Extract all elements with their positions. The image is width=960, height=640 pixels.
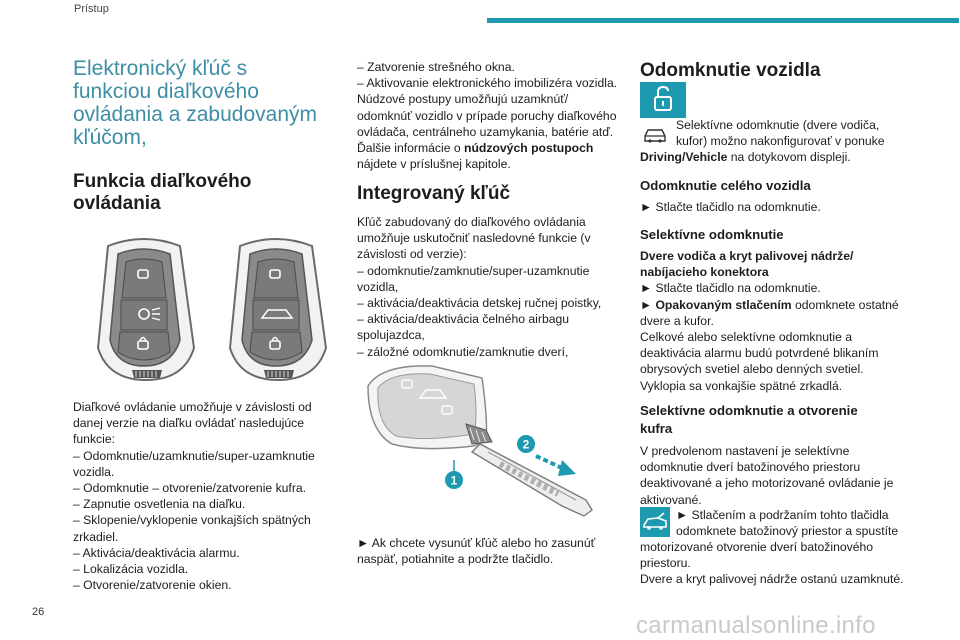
remote-key-right	[230, 239, 326, 380]
body-line: funkcie:	[73, 432, 116, 447]
callout-2-label: 2	[522, 437, 530, 452]
mechanical-key-blade	[472, 444, 592, 516]
extraction-instruction	[357, 535, 627, 567]
body-line: – Odomknutie/uzamknutie/super-uzamknutie	[73, 448, 315, 463]
callout-1-label: 1	[450, 473, 458, 488]
heading-selective-unlock: Selektívne odomknutie	[640, 227, 784, 242]
step-line: ► Stlačte tlačidlo na odomknutie.	[640, 281, 821, 296]
body-line: ovládača, centrálneho uzamykania, batérie atď.	[357, 124, 614, 139]
step-rest: odomknete ostatné	[791, 297, 899, 312]
header-accent-bar	[487, 18, 959, 23]
trunk-open-text	[640, 539, 920, 588]
body-line: – Zatvorenie strešného okna.	[357, 60, 515, 74]
heading-remote-line: Funkcia diaľkového	[73, 171, 252, 192]
menu-path-line	[640, 149, 851, 165]
callout-2-marker	[517, 435, 535, 453]
body-line: – odomknutie/zamknutie/super-uzamknutie	[357, 263, 590, 278]
body-line: odomknete batožinový priestor a spustíte	[676, 524, 899, 538]
selective-note-line: Selektívne odomknutie (dvere vodiča,	[676, 118, 880, 132]
body-line: – Sklopenie/vyklopenie vonkajších spätných	[73, 513, 311, 528]
body-line: odomknúť vozidlo v prípade poruchy diaľkového	[357, 108, 617, 123]
body-line: Diaľkové ovládanie umožňuje v závislosti od	[73, 400, 312, 414]
body-line: umožňuje uskutočniť nasledovné funkcie (v	[357, 231, 591, 246]
heading-unlocking-vehicle: Odomknutie vozidla	[640, 60, 821, 81]
body-line: deaktivácia alarmu budú potvrdené blikaním	[640, 346, 879, 361]
body-line: závislosti od verzie):	[357, 247, 467, 262]
body-line: motorizované otvorenie dverí batožinového	[640, 540, 874, 554]
body-line: – Aktivovanie elektronického imobilizéra vozidla.	[357, 76, 618, 91]
heading-integrated-key: Integrovaný kľúč	[357, 183, 511, 204]
body-line: Núdzové postupy umožňujú uzamknúť/	[357, 92, 569, 107]
section-title-line: Elektronický kľúč s	[73, 57, 248, 80]
pull-direction-arrow	[536, 456, 576, 476]
heading-unlock-whole: Odomknutie celého vozidla	[640, 178, 811, 193]
body-line: – Lokalizácia vozidla.	[73, 562, 189, 577]
trunk-default-text	[640, 443, 915, 508]
body-line: deaktivované a jeho motorizované ovládanie je	[640, 476, 894, 491]
body-line: spolujazdca,	[357, 328, 425, 343]
body-line: – Zapnutie osvetlenia na diaľku.	[73, 497, 246, 512]
remote-functions-text	[73, 399, 338, 593]
info-line	[357, 140, 627, 156]
section-title-line: kľúčom,	[73, 126, 147, 149]
body-line: zrkadiel.	[73, 529, 119, 544]
info-link-emergency: núdzových postupoch	[464, 141, 594, 156]
callout-1-marker	[445, 460, 463, 489]
body-line: Celkové alebo selektívne odomknutie a	[640, 330, 853, 345]
heading-selective-open-line: Selektívne odomknutie a otvorenie	[640, 403, 858, 418]
selective-note-line: kufor) možno nakonfigurovať v ponuke	[676, 134, 885, 148]
body-line: – Otvorenie/zatvorenie okien.	[73, 578, 232, 593]
watermark-text: carmanualsonline.info	[636, 612, 876, 639]
step-line: ► Stlačte tlačidlo na odomknutie.	[640, 200, 821, 214]
remote-key-side-view	[368, 366, 492, 449]
body-line: nájdete v príslušnej kapitole.	[357, 157, 511, 172]
body-line: – aktivácia/deaktivácia detskej ručnej poistky,	[357, 296, 602, 311]
body-line: vozidla,	[357, 279, 399, 294]
heading-remote-line: ovládania	[73, 193, 161, 214]
step-arrow: ►	[640, 297, 656, 312]
body-line: Dvere a kryt palivovej nádrže ostanú uzamknuté.	[640, 572, 904, 587]
step-line: ► Stlačením a podržaním tohto tlačidla	[676, 508, 889, 522]
body-line: obrysových svetiel alebo denných svetiel.	[640, 362, 864, 377]
unlock-padlock-icon	[640, 82, 686, 118]
repeated-press-emphasis: Opakovaným stlačením	[655, 297, 792, 312]
body-line: naspäť, potiahnite a podržte tlačidlo.	[357, 552, 554, 567]
body-line: priestoru.	[640, 556, 691, 571]
remote-keys-illustration	[86, 228, 331, 388]
body-line: danej verzie na diaľku ovládať nasledujúce	[73, 416, 305, 431]
body-line: dvere a kufor.	[640, 313, 714, 328]
emergency-text	[357, 59, 627, 172]
body-line: – záložné odomknutie/zamknutie dverí,	[357, 344, 569, 359]
remote-key-left	[98, 239, 194, 380]
car-icon	[642, 126, 668, 144]
body-line: ► Ak chcete vysunúť kľúč alebo ho zasunúť	[357, 536, 596, 550]
trunk-open-icon	[640, 507, 670, 537]
info-prefix: Ďalšie informácie o	[357, 141, 465, 156]
body-line: aktivované.	[640, 492, 702, 507]
key-extraction-illustration	[362, 360, 617, 525]
body-line: – Aktivácia/deaktivácia alarmu.	[73, 545, 240, 560]
selective-unlock-text	[640, 248, 915, 394]
body-line: Kľúč zabudovaný do diaľkového ovládania	[357, 215, 586, 229]
step-line	[640, 297, 915, 313]
body-line: vozidla.	[73, 464, 115, 479]
body-line: Vyklopia sa vonkajšie spätné zrkadlá.	[640, 378, 843, 393]
menu-name-driving-vehicle: Driving/Vehicle	[640, 150, 728, 164]
section-title-line: ovládania a zabudovaným	[73, 103, 318, 126]
body-line: odomknutie dverí batožinového priestoru	[640, 460, 861, 475]
section-title-line: funkciou diaľkového	[73, 80, 259, 103]
integrated-key-text	[357, 214, 627, 360]
heading-selective-open-line: kufra	[640, 421, 673, 436]
subheading-line: Dvere vodiča a kryt palivovej nádrže/	[640, 249, 854, 263]
page-number: 26	[32, 606, 45, 618]
body-line: – aktivácia/deaktivácia čelného airbagu	[357, 312, 570, 327]
menu-path-rest: na dotykovom displeji.	[727, 150, 851, 164]
subheading-line: nabíjacieho konektora	[640, 265, 769, 280]
body-line: V predvolenom nastavení je selektívne	[640, 444, 850, 458]
body-line: – Odomknutie – otvorenie/zatvorenie kufra.	[73, 481, 307, 496]
running-header: Prístup	[74, 3, 109, 15]
